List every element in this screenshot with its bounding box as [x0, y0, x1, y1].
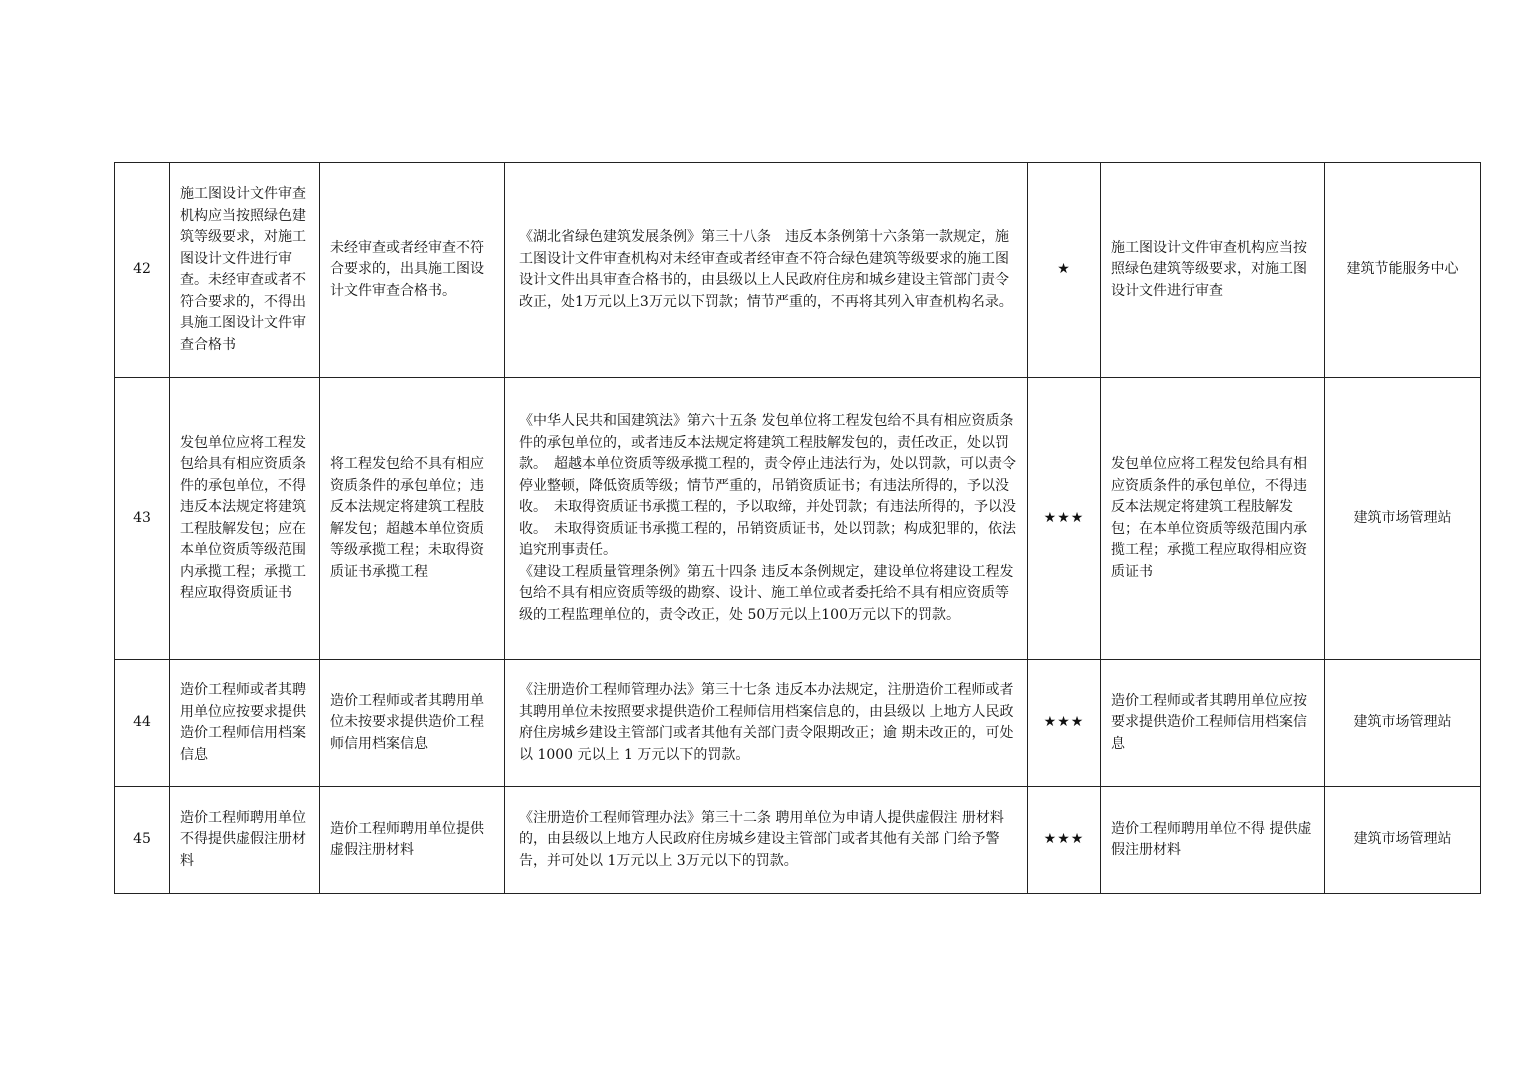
table-row — [115, 378, 1481, 660]
responsible-department: 建筑节能服务中心 — [1325, 163, 1481, 378]
risk-level-stars: ★★★ — [1028, 787, 1101, 894]
legal-basis — [505, 787, 1028, 894]
responsible-department: 建筑市场管理站 — [1325, 787, 1481, 894]
legal-basis-paragraph: 《注册造价工程师管理办法》第三十二条 聘用单位为申请人提供虚假注 册材料的，由县级以上地方人民政府住房城乡建设主管部门或者其他有关部 门给予警告，并可处以 1万元以上 3万元以下的罚款。 — [519, 809, 1004, 869]
risk-level-stars: ★★★ — [1028, 660, 1101, 787]
requirement: 施工图设计文件审查机构应当按照绿色建筑等级要求，对施工图设计文件进行审查 — [1101, 163, 1325, 378]
inspection-item: 造价工程师或者其聘用单位应按要求提供造价工程师信用档案信息 — [170, 660, 320, 787]
row-number: 44 — [115, 660, 170, 787]
table-row — [115, 787, 1481, 894]
violation-behavior: 未经审查或者经审查不符合要求的，出具施工图设计文件审查合格书。 — [320, 163, 505, 378]
responsible-department: 建筑市场管理站 — [1325, 660, 1481, 787]
requirement: 造价工程师聘用单位不得 提供虚假注册材料 — [1101, 787, 1325, 894]
requirement: 发包单位应将工程发包给具有相应资质条件的承包单位，不得违反本法规定将建筑工程肢解发包；在本单位资质等级范围内承揽工程；承揽工程应取得相应资质证书 — [1101, 378, 1325, 660]
legal-basis-paragraph: 《中华人民共和国建筑法》第六十五条 发包单位将工程发包给不具有相应资质条件的承包单位的，或者违反本法规定将建筑工程肢解发包的，责任改正，处以罚款。 超越本单位资质等级承揽工程的，责令停止违法行为，处以罚款，可以责令停业整顿，降低资质等级；情节严重的，吊销资质证书；有违法所得的，予以没收。 未取得资质证书承揽工程的，予以取缔，并处罚款；有违法所得的，予以没收。 未取得资质证书承揽工程的，吊销资质证书，处以罚款；构成犯罪的，依法追究刑事责任。 — [519, 413, 1016, 558]
inspection-item: 造价工程师聘用单位不得提供虚假注册材料 — [170, 787, 320, 894]
inspection-item: 施工图设计文件审查机构应当按照绿色建筑等级要求，对施工图设计文件进行审查。未经审查或者不符合要求的，不得出具施工图设计文件审查合格书 — [170, 163, 320, 378]
violation-behavior: 造价工程师聘用单位提供虚假注册材料 — [320, 787, 505, 894]
risk-level-stars: ★ — [1028, 163, 1101, 378]
row-number: 42 — [115, 163, 170, 378]
legal-basis — [505, 163, 1028, 378]
risk-level-stars: ★★★ — [1028, 378, 1101, 660]
legal-basis — [505, 660, 1028, 787]
legal-basis-paragraph: 《注册造价工程师管理办法》第三十七条 违反本办法规定，注册造价工程师或者其聘用单位未按照要求提供造价工程师信用档案信息的，由县级以 上地方人民政府住房城乡建设主管部门或者其他有关部门责令限期改正；逾 期未改正的，可处以 1000 元以上 1 万元以下的罚款。 — [519, 682, 1014, 763]
legal-basis-paragraph: 《建设工程质量管理条例》第五十四条 违反本条例规定，建设单位将建设工程发包给不具有相应资质等级的勘察、设计、施工单位或者委托给不具有相应资质等级的工程监理单位的，责令改正，处 50万元以上100万元以下的罚款。 — [519, 563, 1014, 623]
row-number: 45 — [115, 787, 170, 894]
table-row — [115, 163, 1481, 378]
legal-basis — [505, 378, 1028, 660]
table-row — [115, 660, 1481, 787]
violation-behavior: 将工程发包给不具有相应资质条件的承包单位；违反本法规定将建筑工程肢解发包；超越本单位资质等级承揽工程；未取得资质证书承揽工程 — [320, 378, 505, 660]
responsible-department: 建筑市场管理站 — [1325, 378, 1481, 660]
requirement: 造价工程师或者其聘用单位应按要求提供造价工程师信用档案信息 — [1101, 660, 1325, 787]
inspection-item: 发包单位应将工程发包给具有相应资质条件的承包单位，不得违反本法规定将建筑工程肢解发包；应在本单位资质等级范围内承揽工程；承揽工程应取得资质证书 — [170, 378, 320, 660]
legal-basis-paragraph: 《湖北省绿色建筑发展条例》第三十八条 违反本条例第十六条第一款规定，施工图设计文件审查机构对未经审查或者经审查不符合绿色建筑等级要求的施工图设计文件出具审查合格书的，由县级以上人民政府住房和城乡建设主管部门责令改正，处1万元以上3万元以下罚款；情节严重的，不再将其列入审查机构名录。 — [519, 229, 1013, 310]
violation-behavior: 造价工程师或者其聘用单位未按要求提供造价工程师信用档案信息 — [320, 660, 505, 787]
row-number: 43 — [115, 378, 170, 660]
regulation-table — [114, 162, 1481, 894]
